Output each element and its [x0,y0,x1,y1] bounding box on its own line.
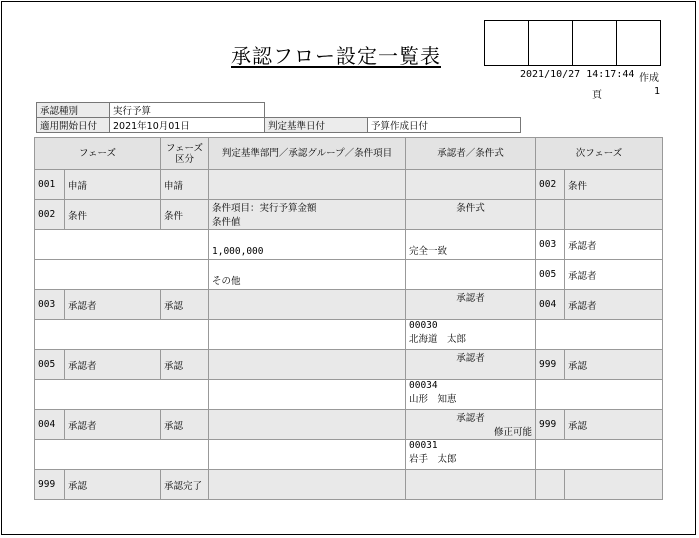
approver-code: 00034 [409,380,438,391]
dept-cell [209,200,406,230]
phase-no: 004 [35,410,65,440]
blank-cell [35,260,209,290]
printed-datetime: 2021/10/27 14:17:44 [520,69,635,80]
next-phase-no: 004 [536,290,565,320]
approver-detail [406,320,536,350]
stamp-box [616,20,661,66]
dept-cell [209,440,406,470]
header-dept: 判定基準部門／承認グループ／条件項目 [209,138,406,170]
approval-type-label: 承認種別 [37,103,110,118]
next-phase-no [536,470,565,500]
approver-name: 岩手 太郎 [409,454,457,465]
phase-kind: 承認 [161,290,209,320]
next-phase-name: 承認者 [565,260,663,290]
stamp-box [528,20,573,66]
phase-no: 001 [35,170,65,200]
phase-kind: 承認 [161,350,209,380]
dept-cell [209,320,406,350]
approver-cell: 承認者 [406,350,536,380]
editable-flag: 修正可能 [493,427,532,438]
header-phase-type: フェーズ区分 [161,138,209,170]
page-number: 1 [654,86,661,97]
approver-name: 山形 知恵 [409,394,457,405]
phase-no: 005 [35,350,65,380]
stamp-box [484,20,529,66]
condition-value: その他 [209,260,406,290]
phase-name: 承認者 [65,350,161,380]
condition-value-label: 条件値 [212,217,241,228]
approval-stamp-boxes [485,20,661,66]
phase-kind: 承認 [161,410,209,440]
start-date-value: 2021年10月01日 [110,118,265,133]
approver-label: 承認者 [456,413,485,424]
blank-cell [536,440,663,470]
next-phase-name: 承認者 [565,290,663,320]
approval-flow-table [34,137,663,500]
phase-name: 承認者 [65,290,161,320]
phase-kind: 申請 [161,170,209,200]
approver-name: 北海道 太郎 [409,334,467,345]
blank-cell [536,380,663,410]
page-label: 頁 [592,90,602,101]
next-phase-name: 承認 [565,350,663,380]
next-phase-no: 999 [536,410,565,440]
dept-cell [209,410,406,440]
header-info-table [36,102,521,133]
approver-code: 00030 [409,320,438,331]
criteria-date-label: 判定基準日付 [265,118,368,133]
next-phase-no: 005 [536,260,565,290]
blank-cell [35,380,209,410]
report-title: 承認フロー設定一覧表 [231,44,441,68]
next-phase-name: 承認者 [565,230,663,260]
approver-cell [406,470,536,500]
dept-cell [209,470,406,500]
phase-no: 002 [35,200,65,230]
phase-no: 999 [35,470,65,500]
start-date-label: 適用開始日付 [37,118,110,133]
report-page [1,1,696,535]
dept-cell [209,350,406,380]
condition-expression: 完全一致 [406,230,536,260]
dept-cell [209,170,406,200]
blank-cell [536,320,663,350]
dept-cell [209,290,406,320]
next-phase-name: 承認 [565,410,663,440]
phase-name: 条件 [65,200,161,230]
approver-code: 00031 [409,440,438,451]
next-phase-no: 999 [536,350,565,380]
printed-label: 作成 [639,73,659,84]
header-phase: フェーズ [35,138,161,170]
condition-expression [406,260,536,290]
phase-name: 申請 [65,170,161,200]
approver-detail [406,380,536,410]
approver-cell: 条件式 [406,200,536,230]
phase-kind: 条件 [161,200,209,230]
phase-no: 003 [35,290,65,320]
blank-cell [35,440,209,470]
approver-detail [406,440,536,470]
approver-cell [406,170,536,200]
header-approver: 承認者／条件式 [406,138,536,170]
approver-cell: 承認者 [406,290,536,320]
next-phase-name: 条件 [565,170,663,200]
phase-name: 承認 [65,470,161,500]
blank-cell [35,320,209,350]
next-phase-no [536,200,565,230]
blank-cell [35,230,209,260]
condition-value: 1,000,000 [209,230,406,260]
approval-type-value: 実行予算 [110,103,265,118]
next-phase-name [565,200,663,230]
header-next-phase: 次フェーズ [536,138,663,170]
next-phase-name [565,470,663,500]
criteria-date-value: 予算作成日付 [368,118,521,133]
stamp-box [572,20,617,66]
next-phase-no: 003 [536,230,565,260]
condition-item: 条件項目：実行予算金額 [212,203,317,214]
phase-kind: 承認完了 [161,470,209,500]
dept-cell [209,380,406,410]
phase-name: 承認者 [65,410,161,440]
next-phase-no: 002 [536,170,565,200]
approver-cell [406,410,536,440]
